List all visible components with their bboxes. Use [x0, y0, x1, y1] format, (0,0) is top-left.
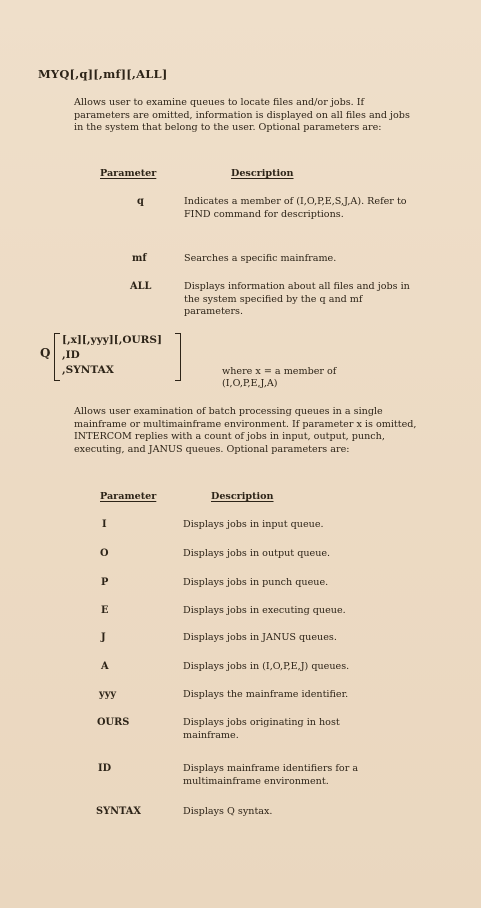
q-param-header: Parameter: [100, 491, 157, 502]
q-param-syntax: SYNTAX: [96, 806, 141, 817]
q-where-line-2: (I,O,P,E,J,A): [222, 378, 278, 389]
q-desc-id: Displays mainframe identifiers for a multimainframe environment.: [183, 763, 359, 787]
myq-desc-mf: Searches a specific mainframe.: [184, 253, 337, 264]
q-option-line-1: [,x][,yyy][,OURS]: [62, 334, 162, 346]
myq-syntax: MYQ[,q][,mf][,ALL]: [38, 67, 168, 81]
q-param-o: O: [100, 548, 109, 559]
myq-param-q: q: [137, 196, 144, 207]
q-param-yyy: yyy: [99, 689, 117, 700]
q-param-id: ID: [98, 763, 112, 774]
q-where-line-1: where x = a member of: [222, 366, 337, 377]
q-desc-a: Displays jobs in (I,O,P,E,J) queues.: [183, 661, 350, 672]
q-param-a: A: [101, 661, 109, 672]
q-desc-ours: Displays jobs originating in host mainframe.: [183, 717, 340, 741]
myq-desc-q: Indicates a member of (I,O,P,E,S,J,A). Refer to FIND command for descriptions.: [184, 196, 407, 220]
myq-description: Allows user to examine queues to locate files and/or jobs. If parameters are omitted, information is displayed on all files and jobs in the system that belong to the user. Optional parameters are:: [74, 97, 410, 134]
q-param-ours: OURS: [97, 717, 130, 728]
q-desc-p: Displays jobs in punch queue.: [183, 577, 329, 588]
myq-desc-header: Description: [231, 168, 294, 179]
q-param-e: E: [101, 605, 109, 616]
q-desc-e: Displays jobs in executing queue.: [183, 605, 346, 616]
q-left-bracket: [54, 333, 60, 381]
q-desc-header: Description: [211, 491, 274, 502]
q-desc-yyy: Displays the mainframe identifier.: [183, 689, 349, 700]
q-description: Allows user examination of batch processing queues in a single mainframe or multimainframe environment. If parameter x is omitted, INTERCOM replies with a count of jobs in input, output, punch, executing, and JANUS queues. Optional parameters are:: [74, 406, 417, 455]
q-desc-i: Displays jobs in input queue.: [183, 519, 324, 530]
myq-param-header: Parameter: [100, 168, 157, 179]
q-param-i: I: [102, 519, 107, 530]
myq-param-all: ALL: [130, 281, 152, 292]
q-option-line-2: ,ID: [62, 349, 80, 361]
q-param-p: P: [101, 577, 109, 588]
myq-param-mf: mf: [132, 253, 147, 264]
myq-desc-all: Displays information about all files and jobs in the system specified by the q and mf parameters.: [184, 281, 410, 318]
q-option-line-3: ,SYNTAX: [62, 364, 114, 376]
q-param-j: J: [101, 632, 106, 643]
q-desc-o: Displays jobs in output queue.: [183, 548, 331, 559]
q-desc-j: Displays jobs in JANUS queues.: [183, 632, 337, 643]
q-desc-syntax: Displays Q syntax.: [183, 806, 273, 817]
q-right-bracket: [175, 333, 181, 381]
q-command-letter: Q: [40, 346, 51, 360]
